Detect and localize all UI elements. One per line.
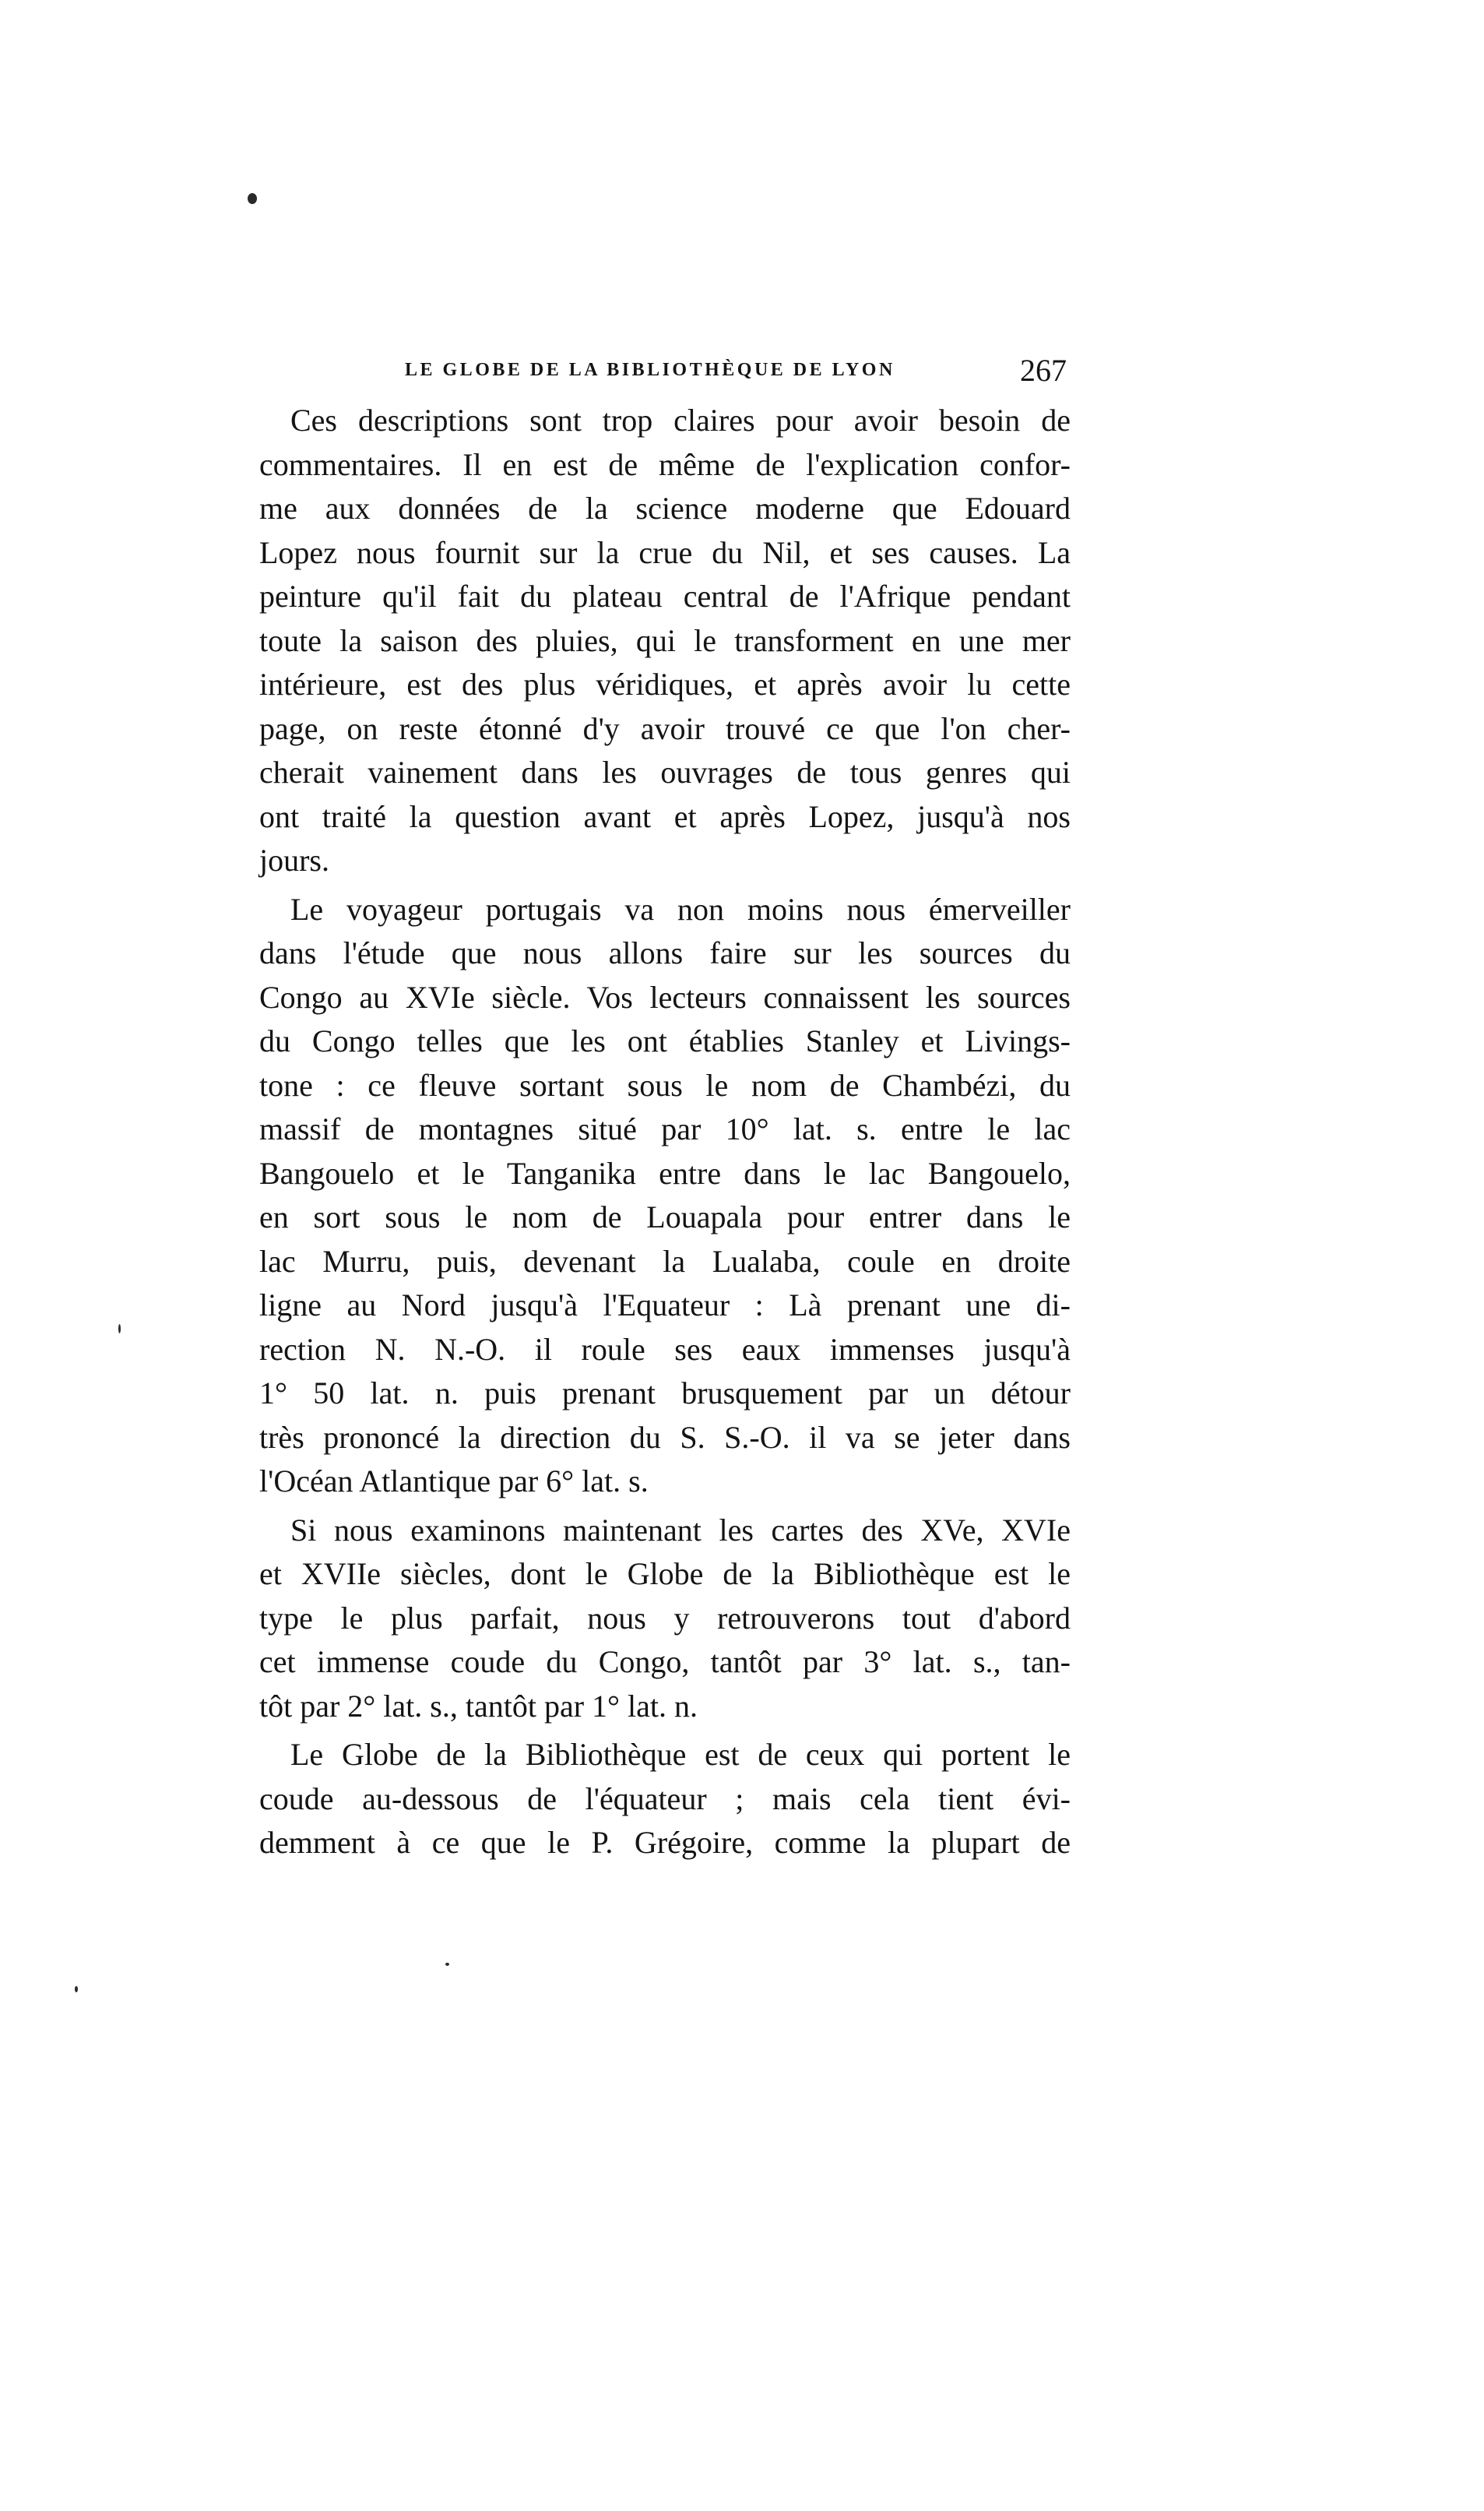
ink-speck — [248, 193, 257, 204]
page-number: 267 — [1020, 353, 1067, 388]
text-line: commentaires. Il en est de même de l'explication confor- — [259, 446, 1071, 482]
paragraph — [259, 399, 1071, 883]
text-line: ont traité la question avant et après Lopez, jusqu'à nos — [259, 798, 1071, 834]
text-line: très prononcé la direction du S. S.-O. il va se jeter dans — [259, 1419, 1071, 1455]
text-line: l'Océan Atlantique par 6° lat. s. — [259, 1463, 649, 1498]
text-line: peinture qu'il fait du plateau central de l'Afrique pendant — [259, 579, 1071, 614]
text-line: dans l'étude que nous allons faire sur les sources du — [259, 935, 1071, 970]
text-line: lac Murru, puis, devenant la Lualaba, coule en droite — [259, 1243, 1071, 1279]
body-text — [259, 399, 1071, 1870]
text-line: 1° 50 lat. n. puis prenant brusquement par un détour — [259, 1375, 1071, 1410]
ink-speck — [75, 1986, 78, 1992]
text-line: coude au-dessous de l'équateur ; mais cela tient évi- — [259, 1780, 1071, 1816]
paragraph — [259, 1733, 1071, 1865]
text-line: page, on reste étonné d'y avoir trouvé ce que l'on cher- — [259, 710, 1071, 746]
ink-speck — [445, 1963, 449, 1966]
text-line: en sort sous le nom de Louapala pour entrer dans le — [259, 1199, 1071, 1234]
page-header — [405, 352, 1067, 399]
text-line: Le voyageur portugais va non moins nous émerveiller — [290, 891, 1071, 927]
text-line: jours. — [259, 843, 329, 878]
text-line: et XVIIe siècles, dont le Globe de la Bibliothèque est le — [259, 1556, 1071, 1591]
running-title: LE GLOBE DE LA BIBLIOTHÈQUE DE LYON — [405, 360, 895, 380]
text-line: rection N. N.-O. il roule ses eaux immenses jusqu'à — [259, 1331, 1071, 1367]
text-line: demment à ce que le P. Grégoire, comme la plupart de — [259, 1825, 1071, 1860]
text-line: ligne au Nord jusqu'à l'Equateur : Là prenant une di- — [259, 1287, 1071, 1322]
text-line: intérieure, est des plus véridiques, et après avoir lu cette — [259, 667, 1071, 702]
text-line: type le plus parfait, nous y retrouverons tout d'abord — [259, 1600, 1071, 1636]
text-line: tone : ce fleuve sortant sous le nom de Chambézi, du — [259, 1067, 1071, 1103]
text-line: Le Globe de la Bibliothèque est de ceux qui portent le — [290, 1737, 1071, 1772]
text-line: toute la saison des pluies, qui le transforment en une mer — [259, 622, 1071, 658]
text-line: massif de montagnes situé par 10° lat. s. entre le lac — [259, 1111, 1071, 1146]
text-line: me aux données de la science moderne que Edouard — [259, 491, 1071, 526]
text-line: Ces descriptions sont trop claires pour avoir besoin de — [290, 403, 1071, 438]
text-line: cet immense coude du Congo, tantôt par 3° lat. s., tan- — [259, 1644, 1071, 1679]
text-line: cherait vainement dans les ouvrages de tous genres qui — [259, 755, 1071, 790]
paragraph — [259, 888, 1071, 1504]
paragraph — [259, 1509, 1071, 1729]
text-line: Bangouelo et le Tanganika entre dans le lac Bangouelo, — [259, 1155, 1071, 1191]
ink-speck — [118, 1324, 121, 1333]
text-line: Si nous examinons maintenant les cartes des XVe, XVIe — [290, 1512, 1071, 1548]
text-line: tôt par 2° lat. s., tantôt par 1° lat. n. — [259, 1688, 698, 1724]
text-line: Lopez nous fournit sur la crue du Nil, et ses causes. La — [259, 534, 1071, 570]
text-line: Congo au XVIe siècle. Vos lecteurs connaissent les sources — [259, 979, 1071, 1015]
text-line: du Congo telles que les ont établies Stanley et Livings- — [259, 1023, 1071, 1058]
